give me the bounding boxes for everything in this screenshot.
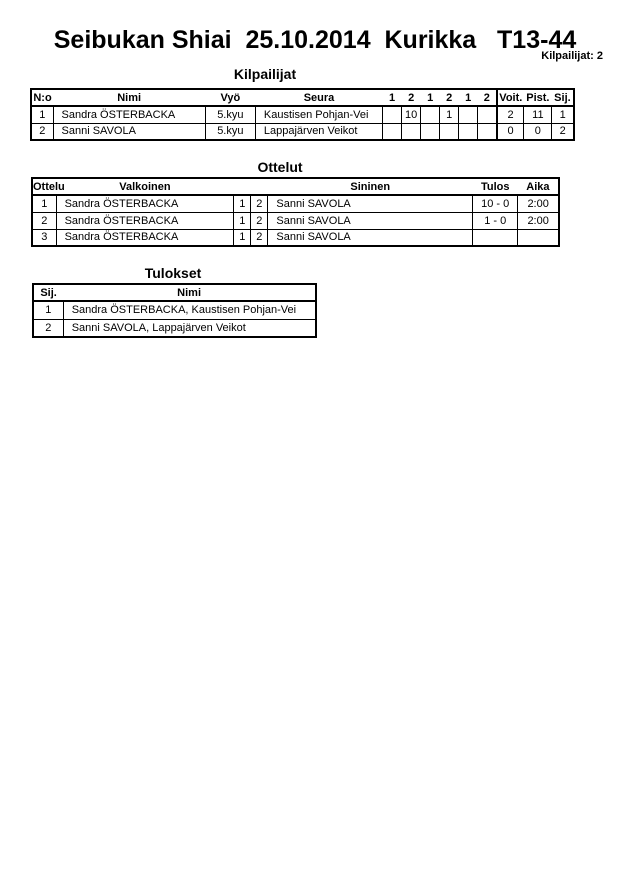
blue-competitor: Sanni SAVOLA (268, 229, 473, 246)
result-name: Sandra ÖSTERBACKA, Kaustisen Pohjan-Vei (63, 301, 316, 319)
match-no: 2 (32, 212, 56, 229)
competitor-club: Kaustisen Pohjan-Vei (255, 106, 382, 123)
match-result (473, 229, 518, 246)
white-competitor: Sandra ÖSTERBACKA (56, 212, 234, 229)
rank-cell: 1 (552, 106, 574, 123)
blue-number: 2 (251, 195, 268, 212)
rank-cell: 2 (552, 123, 574, 140)
match-row (32, 229, 559, 246)
col-header-rank: Sij. (33, 284, 63, 301)
score-cell (421, 106, 440, 123)
score-cell (402, 123, 421, 140)
result-row (33, 319, 316, 337)
competitor-club: Lappajärven Veikot (255, 123, 382, 140)
col-header-spacer2 (251, 178, 268, 195)
blue-number: 2 (251, 212, 268, 229)
competitor-name: Sanni SAVOLA (53, 123, 205, 140)
col-header-name: Nimi (63, 284, 316, 301)
competitor-count-label: Kilpailijat: 2 (541, 50, 603, 62)
score-cell (478, 106, 497, 123)
result-row (33, 301, 316, 319)
col-header-spacer1 (234, 178, 251, 195)
score-cell (478, 123, 497, 140)
white-competitor: Sandra ÖSTERBACKA (56, 229, 234, 246)
match-row (32, 195, 559, 212)
match-no: 1 (32, 195, 56, 212)
matches-heading: Ottelut (257, 159, 303, 175)
competitor-belt: 5.kyu (205, 106, 255, 123)
blue-competitor: Sanni SAVOLA (268, 212, 473, 229)
col-header-rank: Sij. (552, 89, 574, 106)
competitors-heading: Kilpailijat (233, 66, 297, 82)
white-number: 1 (234, 212, 251, 229)
competitors-table (30, 88, 575, 141)
result-rank: 1 (33, 301, 63, 319)
white-competitor: Sandra ÖSTERBACKA (56, 195, 234, 212)
match-result: 10 - 0 (473, 195, 518, 212)
score-cell (383, 123, 402, 140)
points-cell: 0 (524, 123, 552, 140)
match-row (32, 212, 559, 229)
score-cell (459, 106, 478, 123)
col-header-score3: 1 (421, 89, 440, 106)
match-time: 2:00 (518, 212, 559, 229)
matches-header-row (32, 178, 559, 195)
wins-cell: 2 (497, 106, 524, 123)
score-cell (421, 123, 440, 140)
competitors-header-row (31, 89, 574, 106)
col-header-match: Ottelu (32, 178, 56, 195)
score-cell (383, 106, 402, 123)
competitor-row (31, 106, 574, 123)
col-header-club: Seura (255, 89, 382, 106)
results-header-row (33, 284, 316, 301)
match-result: 1 - 0 (473, 212, 518, 229)
points-cell: 11 (524, 106, 552, 123)
col-header-belt: Vyö (205, 89, 255, 106)
score-cell: 1 (440, 106, 459, 123)
competitor-name: Sandra ÖSTERBACKA (53, 106, 205, 123)
col-header-no: N:o (31, 89, 53, 106)
blue-number: 2 (251, 229, 268, 246)
matches-table (31, 177, 560, 247)
result-name: Sanni SAVOLA, Lappajärven Veikot (63, 319, 316, 337)
col-header-score2: 2 (402, 89, 421, 106)
competitor-row (31, 123, 574, 140)
col-header-blue: Sininen (268, 178, 473, 195)
col-header-wins: Voit. (497, 89, 524, 106)
score-cell: 10 (402, 106, 421, 123)
competitor-belt: 5.kyu (205, 123, 255, 140)
col-header-time: Aika (518, 178, 559, 195)
score-cell (459, 123, 478, 140)
competitor-no: 2 (31, 123, 53, 140)
results-heading: Tulokset (144, 265, 202, 281)
blue-competitor: Sanni SAVOLA (268, 195, 473, 212)
white-number: 1 (234, 195, 251, 212)
col-header-white: Valkoinen (56, 178, 234, 195)
col-header-score1: 1 (383, 89, 402, 106)
white-number: 1 (234, 229, 251, 246)
col-header-points: Pist. (524, 89, 552, 106)
report-title: Seibukan Shiai 25.10.2014 Kurikka T13-44 (53, 26, 577, 54)
col-header-result: Tulos (473, 178, 518, 195)
col-header-score6: 2 (478, 89, 497, 106)
match-no: 3 (32, 229, 56, 246)
match-time (518, 229, 559, 246)
results-table (32, 283, 317, 338)
wins-cell: 0 (497, 123, 524, 140)
match-time: 2:00 (518, 195, 559, 212)
col-header-score5: 1 (459, 89, 478, 106)
col-header-score4: 2 (440, 89, 459, 106)
col-header-name: Nimi (53, 89, 205, 106)
competitor-no: 1 (31, 106, 53, 123)
result-rank: 2 (33, 319, 63, 337)
score-cell (440, 123, 459, 140)
